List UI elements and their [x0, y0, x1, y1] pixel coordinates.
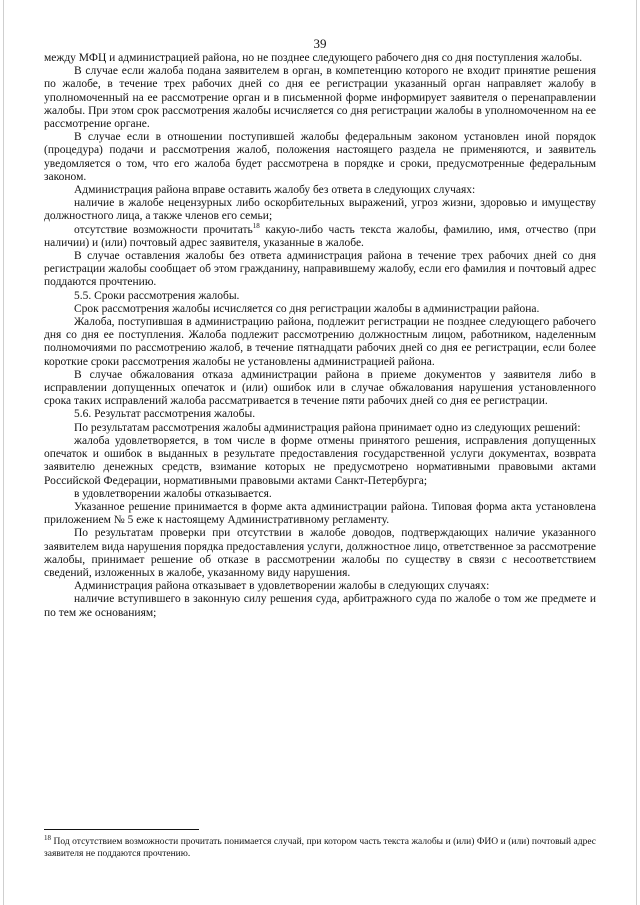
footnote-number: 18 — [44, 833, 51, 842]
paragraph: По результатам проверки при отсутствии в жалобе доводов, подтверждающих наличие указанного заявителем вида нарушения порядка предоставления услуги, должностное лицо, ответственное за рассмотрение жалобы, принимает решение об отказе в рассмотрении жалобы по существу в связи с несоответствием сведений, изложенных в жалобе, указанному виду нарушения. — [44, 527, 596, 579]
footnote-body: Под отсутствием возможности прочитать понимается случай, при котором часть текста жалобы и (или) ФИО и (или) почтовый адрес заявителя не поддаются прочтению. — [44, 837, 596, 859]
paragraph: Администрация района вправе оставить жалобу без ответа в следующих случаях: — [74, 184, 476, 197]
paragraph-text: какую-либо часть текста жалобы, фамилию, имя, отчество (при наличии) и (или) почтовый адрес заявителя, указанные в жалобе. — [44, 223, 596, 249]
paragraph: в удовлетворении жалобы отказывается. — [74, 487, 272, 500]
paragraph: Администрация района отказывает в удовлетворении жалобы в следующих случаях: — [74, 580, 490, 593]
paragraph: В случае обжалования отказа администрации района в приеме документов у заявителя либо в исправлении допущенных опечаток и (или) ошибок или в случае обжалования нарушения установленного срока таких исправлений жалоба рассматривается в течение пяти рабочих дней со дня ее регистрации. — [44, 368, 596, 408]
scan-edge-left — [3, 0, 4, 905]
paragraph: наличие вступившего в законную силу решения суда, арбитражного суда по жалобе о том же предмете и по тем же основаниям; — [44, 593, 596, 619]
paragraph-text: отсутствие возможности прочитать — [74, 223, 253, 236]
paragraph: По результатам рассмотрения жалобы администрация района принимает одно из следующих решений: — [74, 421, 581, 434]
paragraph: Указанное решение принимается в форме акта администрации района. Типовая форма акта установлена приложением № 5 еже к настоящему Административному регламенту. — [44, 500, 596, 527]
section-heading: 5.5. Сроки рассмотрения жалобы. — [74, 289, 240, 302]
footnote-divider — [44, 829, 199, 830]
footnote-text — [44, 833, 596, 860]
page-number: 39 — [313, 36, 327, 51]
scan-edge-right — [636, 0, 637, 905]
footnote-ref: 18 — [252, 221, 260, 230]
paragraph: жалоба удовлетворяется, в том числе в форме отмены принятого решения, исправления допущенных опечаток и ошибок в выданных в результате предоставления государственной услуги документах, возврата заявителю денежных средств, взимание которых не предусмотрено нормативными правовыми актами Российской Федерации, нормативными правовыми актами Санкт-Петербурга; — [44, 434, 596, 487]
paragraph: В случае если в отношении поступившей жалобы федеральным законом установлен иной порядок (процедура) подачи и рассмотрения жалоб, положения настоящего раздела не применяются, и заявитель уведомляется о том, что его жалоба будет рассмотрена в порядке и сроки, предусмотренные федеральным законом. — [44, 131, 596, 183]
section-heading: 5.6. Результат рассмотрения жалобы. — [74, 408, 256, 421]
body-text — [44, 52, 596, 620]
paragraph-with-footnote-ref — [44, 221, 596, 250]
paragraph: Срок рассмотрения жалобы исчисляется со дня регистрации жалобы в администрации района. — [74, 302, 540, 315]
paragraph: В случае оставления жалобы без ответа администрация района в течение трех рабочих дней со дня регистрации жалобы сообщает об этом гражданину, направившему жалобу, если его фамилия и почтовый адрес поддаются прочтению. — [44, 250, 596, 289]
paragraph: В случае если жалоба подана заявителем в орган, в компетенцию которого не входит принятие решения по жалобе, в течение трех рабочих дней со дня ее регистрации указанный орган направляет жалобу в уполномоченный на ее рассмотрение орган и в письменной форме информирует заявителя о перенаправлении жалобы. При этом срок рассмотрения жалобы исчисляется со дня регистрации жалобы в уполномоченном на ее рассмотрение органе. — [44, 65, 596, 131]
paragraph: Жалоба, поступившая в администрацию района, подлежит регистрации не позднее следующего рабочего дня со дня ее поступления. Жалоба подлежит рассмотрению должностным лицом, работником, наделенным полномочиями по рассмотрению жалоб, в течение пятнадцати рабочих дней со дня ее регистрации, если более короткие сроки рассмотрения жалобы не установлены администрацией района. — [44, 316, 596, 368]
paragraph: между МФЦ и администрацией района, но не позднее следующего рабочего дня со дня поступления жалобы. — [44, 52, 583, 64]
paragraph: наличие в жалобе нецензурных либо оскорбительных выражений, угроз жизни, здоровью и имуществу должностного лица, а также членов его семьи; — [44, 197, 596, 223]
footnote — [44, 833, 596, 860]
